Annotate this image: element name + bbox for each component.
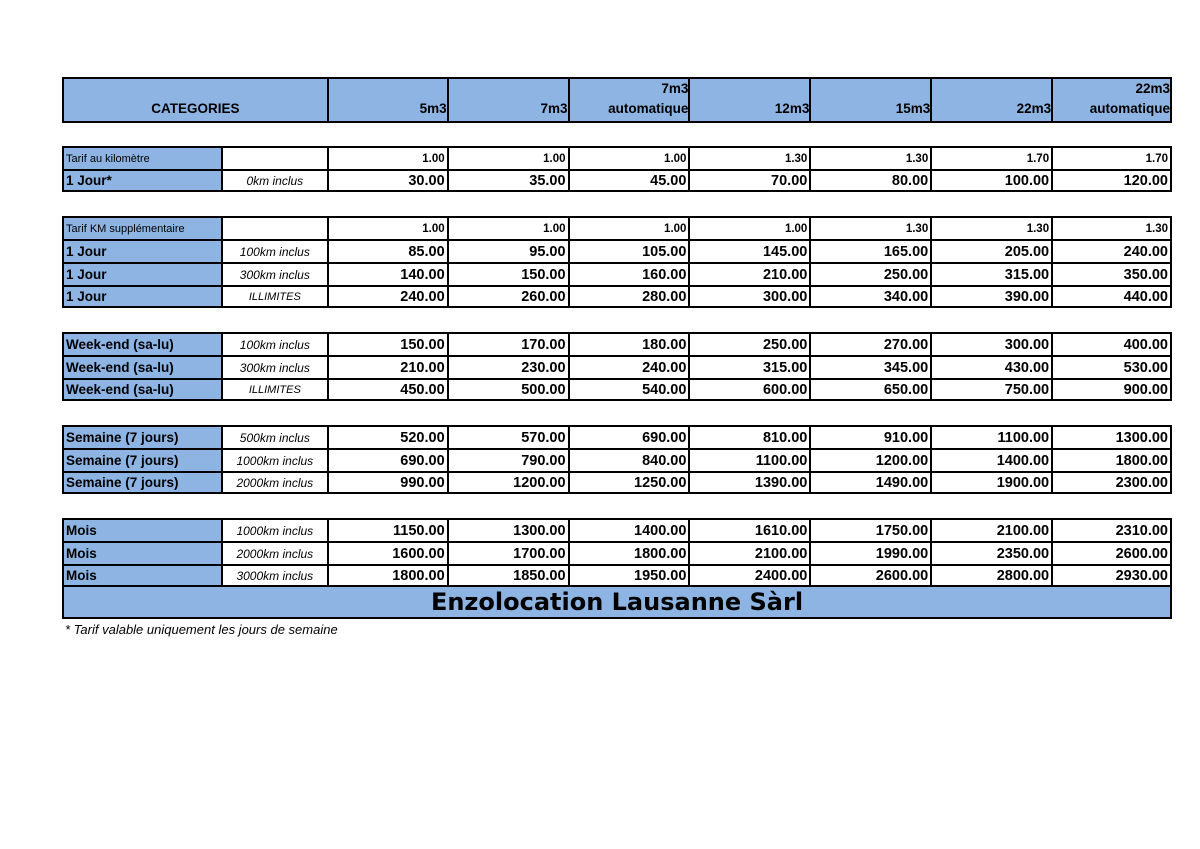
price-cell: 790.00	[447, 448, 568, 471]
group-spacer	[62, 123, 1172, 146]
group-spacer	[62, 192, 1172, 216]
price-cell: 315.00	[688, 355, 809, 378]
price-cell: 600.00	[688, 378, 809, 401]
header-column-label: automatique	[608, 101, 689, 116]
price-cell: 1850.00	[447, 564, 568, 587]
price-cell: 1700.00	[447, 541, 568, 564]
header-column	[327, 77, 447, 123]
price-cell: 1800.00	[568, 541, 689, 564]
header-column-label: 7m3	[540, 101, 568, 116]
price-cell: 30.00	[327, 169, 447, 192]
price-cell: 540.00	[568, 378, 689, 401]
price-cell: 340.00	[809, 285, 930, 308]
table-row	[62, 332, 1172, 355]
price-cell: 1950.00	[568, 564, 689, 587]
header-column	[1051, 77, 1172, 123]
header-column	[568, 77, 689, 123]
price-cell: 2100.00	[930, 518, 1051, 541]
table-row	[62, 425, 1172, 448]
footnote: * Tarif valable uniquement les jours de semaine	[65, 622, 338, 637]
price-cell: 810.00	[688, 425, 809, 448]
price-cell: 240.00	[568, 355, 689, 378]
price-cell: 1.30	[930, 216, 1051, 239]
price-cell: 2600.00	[1051, 541, 1172, 564]
table-row	[62, 285, 1172, 308]
price-cell: 570.00	[447, 425, 568, 448]
price-cell: 2350.00	[930, 541, 1051, 564]
price-cell: 1490.00	[809, 471, 930, 494]
price-cell: 260.00	[447, 285, 568, 308]
price-cell: 145.00	[688, 239, 809, 262]
price-cell: 1.00	[568, 146, 689, 169]
price-cell: 210.00	[688, 262, 809, 285]
price-cell: 95.00	[447, 239, 568, 262]
price-cell: 990.00	[327, 471, 447, 494]
price-cell: 530.00	[1051, 355, 1172, 378]
row-label: 1 Jour	[62, 239, 221, 262]
price-cell: 80.00	[809, 169, 930, 192]
price-table	[62, 77, 1172, 637]
price-cell: 170.00	[447, 332, 568, 355]
table-row	[62, 471, 1172, 494]
price-cell: 1.70	[1051, 146, 1172, 169]
price-cell: 450.00	[327, 378, 447, 401]
price-cell: 2100.00	[688, 541, 809, 564]
header-row	[62, 77, 1172, 123]
price-cell: 400.00	[1051, 332, 1172, 355]
price-cell: 140.00	[327, 262, 447, 285]
header-column-label: automatique	[1089, 101, 1170, 116]
row-label: Week-end (sa-lu)	[62, 332, 221, 355]
price-cell: 345.00	[809, 355, 930, 378]
price-cell: 840.00	[568, 448, 689, 471]
price-cell: 250.00	[688, 332, 809, 355]
table-row	[62, 239, 1172, 262]
row-km-included: 3000km inclus	[221, 564, 327, 587]
price-cell: 910.00	[809, 425, 930, 448]
price-cell: 230.00	[447, 355, 568, 378]
header-column-label: 22m3	[1016, 101, 1052, 116]
price-cell: 2930.00	[1051, 564, 1172, 587]
row-km-included: 300km inclus	[221, 262, 327, 285]
row-km-included: 500km inclus	[221, 425, 327, 448]
row-label: Semaine (7 jours)	[62, 448, 221, 471]
price-cell: 165.00	[809, 239, 930, 262]
price-cell: 2310.00	[1051, 518, 1172, 541]
price-cell: 105.00	[568, 239, 689, 262]
row-label: Semaine (7 jours)	[62, 471, 221, 494]
price-cell: 150.00	[327, 332, 447, 355]
price-cell: 350.00	[1051, 262, 1172, 285]
price-cell: 1.00	[327, 216, 447, 239]
price-cell: 1800.00	[327, 564, 447, 587]
table-row	[62, 146, 1172, 169]
price-cell: 1200.00	[809, 448, 930, 471]
price-cell: 100.00	[930, 169, 1051, 192]
price-cell: 250.00	[809, 262, 930, 285]
row-km-included: 1000km inclus	[221, 448, 327, 471]
group-spacer	[62, 308, 1172, 332]
price-cell: 1900.00	[930, 471, 1051, 494]
price-cell: 300.00	[930, 332, 1051, 355]
row-label: Week-end (sa-lu)	[62, 355, 221, 378]
price-cell: 270.00	[809, 332, 930, 355]
price-cell: 440.00	[1051, 285, 1172, 308]
price-cell: 1.00	[447, 146, 568, 169]
price-cell: 900.00	[1051, 378, 1172, 401]
price-cell: 240.00	[1051, 239, 1172, 262]
price-cell: 210.00	[327, 355, 447, 378]
group-spacer	[62, 401, 1172, 425]
price-cell: 1.30	[809, 216, 930, 239]
price-cell: 2600.00	[809, 564, 930, 587]
row-label: Mois	[62, 541, 221, 564]
price-cell: 2400.00	[688, 564, 809, 587]
header-column	[447, 77, 568, 123]
row-label: 1 Jour*	[62, 169, 221, 192]
price-cell: 1.00	[688, 216, 809, 239]
price-cell: 1100.00	[930, 425, 1051, 448]
price-cell: 180.00	[568, 332, 689, 355]
row-km-included: 300km inclus	[221, 355, 327, 378]
price-cell: 2300.00	[1051, 471, 1172, 494]
row-label: 1 Jour	[62, 262, 221, 285]
price-cell: 390.00	[930, 285, 1051, 308]
company-banner: Enzolocation Lausanne Sàrl	[62, 587, 1172, 619]
row-label: Tarif KM supplémentaire	[62, 216, 221, 239]
price-cell: 240.00	[327, 285, 447, 308]
price-cell: 690.00	[327, 448, 447, 471]
table-row	[62, 262, 1172, 285]
price-cell: 70.00	[688, 169, 809, 192]
price-cell: 1400.00	[930, 448, 1051, 471]
price-cell: 1.30	[1051, 216, 1172, 239]
price-cell: 1.00	[447, 216, 568, 239]
price-cell: 160.00	[568, 262, 689, 285]
header-column-label: 22m3	[1135, 81, 1170, 96]
table-row	[62, 448, 1172, 471]
table-row	[62, 378, 1172, 401]
row-label: Mois	[62, 518, 221, 541]
price-cell: 1300.00	[1051, 425, 1172, 448]
row-label: Week-end (sa-lu)	[62, 378, 221, 401]
price-cell: 1100.00	[688, 448, 809, 471]
price-cell: 315.00	[930, 262, 1051, 285]
table-row	[62, 541, 1172, 564]
price-cell: 500.00	[447, 378, 568, 401]
price-cell: 1600.00	[327, 541, 447, 564]
price-cell: 300.00	[688, 285, 809, 308]
price-cell: 690.00	[568, 425, 689, 448]
row-km-included	[221, 216, 327, 239]
price-cell: 45.00	[568, 169, 689, 192]
row-label: 1 Jour	[62, 285, 221, 308]
table-row	[62, 169, 1172, 192]
price-cell: 1300.00	[447, 518, 568, 541]
price-cell: 1800.00	[1051, 448, 1172, 471]
header-column-label: 12m3	[774, 101, 810, 116]
price-cell: 150.00	[447, 262, 568, 285]
table-row	[62, 355, 1172, 378]
price-cell: 1390.00	[688, 471, 809, 494]
price-cell: 1250.00	[568, 471, 689, 494]
row-km-included: 2000km inclus	[221, 541, 327, 564]
price-cell: 85.00	[327, 239, 447, 262]
row-km-included: 0km inclus	[221, 169, 327, 192]
price-cell: 120.00	[1051, 169, 1172, 192]
price-cell: 205.00	[930, 239, 1051, 262]
price-cell: 1750.00	[809, 518, 930, 541]
header-column	[809, 77, 930, 123]
row-km-included: 100km inclus	[221, 239, 327, 262]
price-cell: 1.30	[688, 146, 809, 169]
price-cell: 1200.00	[447, 471, 568, 494]
price-cell: 1400.00	[568, 518, 689, 541]
row-km-included: 100km inclus	[221, 332, 327, 355]
price-cell: 1990.00	[809, 541, 930, 564]
group-spacer	[62, 494, 1172, 518]
table-row	[62, 564, 1172, 587]
table-row	[62, 518, 1172, 541]
price-cell: 1.70	[930, 146, 1051, 169]
row-km-included: ILLIMITES	[221, 378, 327, 401]
price-cell: 1.00	[568, 216, 689, 239]
price-cell: 2800.00	[930, 564, 1051, 587]
header-categories: CATEGORIES	[62, 77, 327, 123]
header-column-label: 5m3	[419, 101, 447, 116]
row-km-included: ILLIMITES	[221, 285, 327, 308]
price-cell: 520.00	[327, 425, 447, 448]
price-cell: 280.00	[568, 285, 689, 308]
row-km-included: 1000km inclus	[221, 518, 327, 541]
row-km-included: 2000km inclus	[221, 471, 327, 494]
price-cell: 1610.00	[688, 518, 809, 541]
price-cell: 750.00	[930, 378, 1051, 401]
price-cell: 1.30	[809, 146, 930, 169]
row-label: Semaine (7 jours)	[62, 425, 221, 448]
row-km-included	[221, 146, 327, 169]
header-column-label: 7m3	[661, 81, 689, 96]
row-label: Tarif au kilomètre	[62, 146, 221, 169]
header-column	[688, 77, 809, 123]
header-column-label: 15m3	[895, 101, 931, 116]
price-cell: 35.00	[447, 169, 568, 192]
header-column	[930, 77, 1051, 123]
price-cell: 1150.00	[327, 518, 447, 541]
price-cell: 430.00	[930, 355, 1051, 378]
table-row	[62, 216, 1172, 239]
price-cell: 650.00	[809, 378, 930, 401]
row-label: Mois	[62, 564, 221, 587]
price-cell: 1.00	[327, 146, 447, 169]
